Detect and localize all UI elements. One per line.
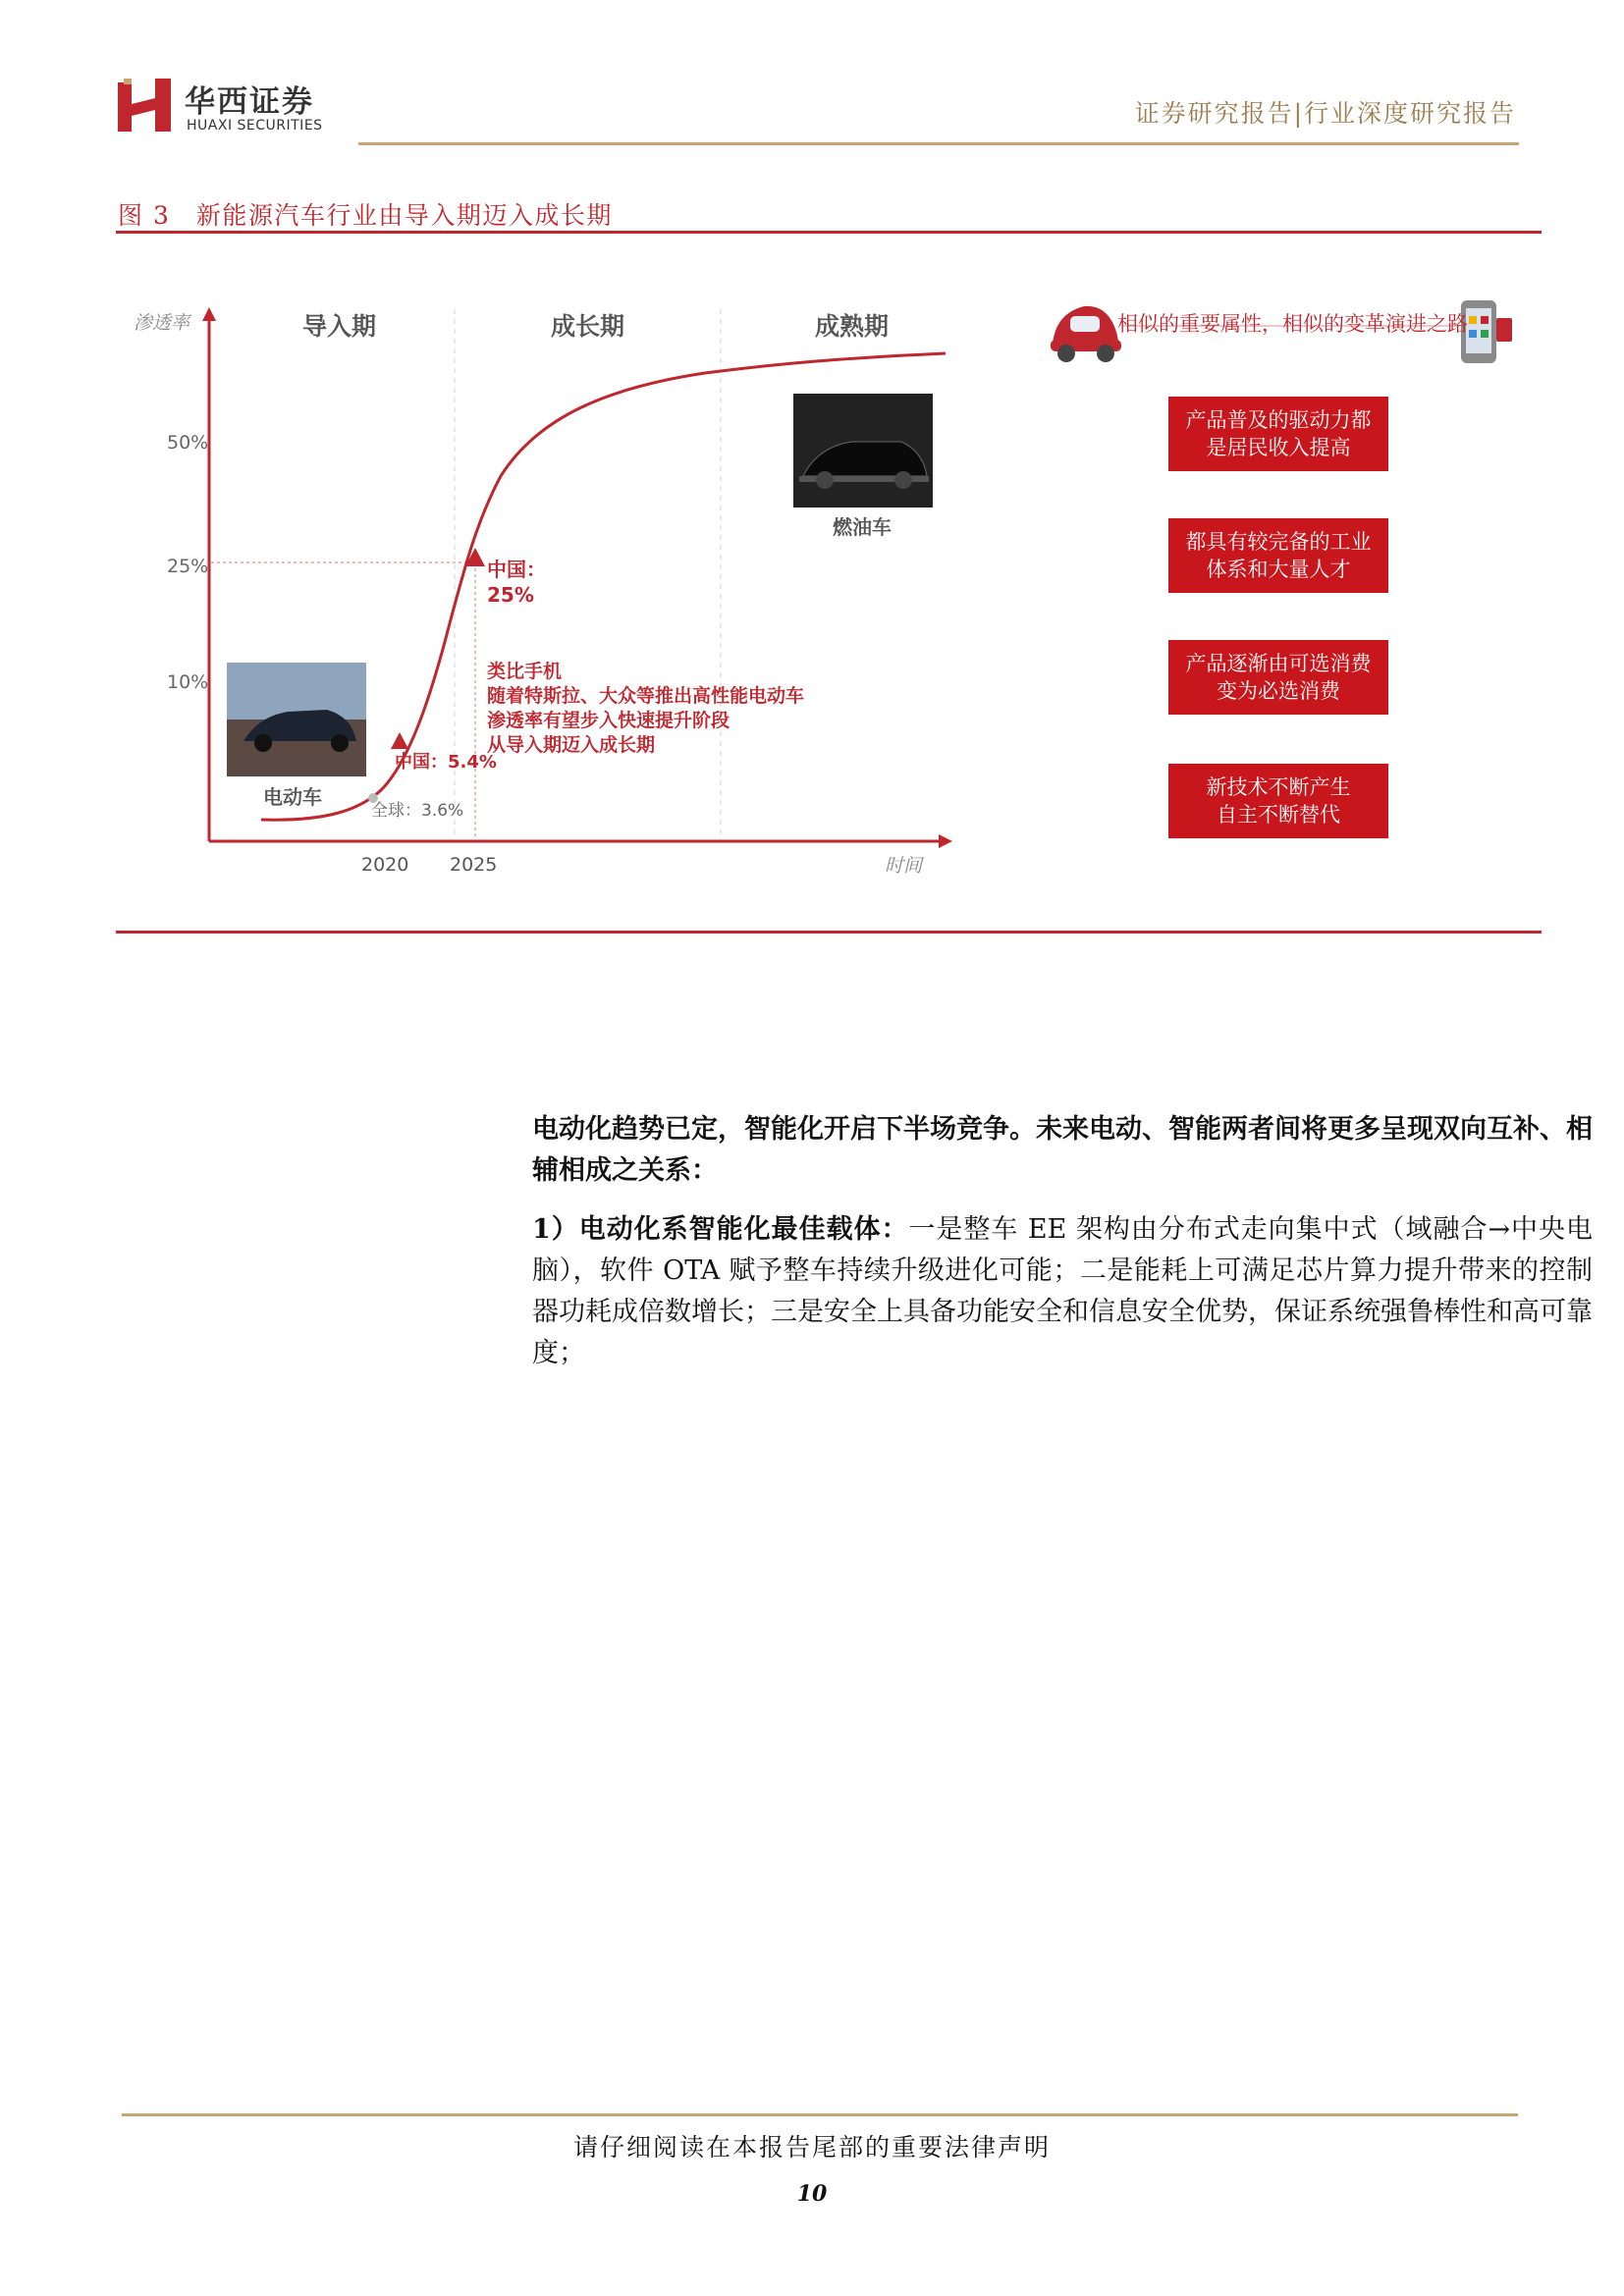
ev-label: 电动车 [263, 785, 322, 809]
y-tick-10: 10% [167, 671, 209, 693]
box-3-line-1: 产品逐渐由可选消费 [1185, 652, 1372, 675]
beetle-car-icon [1051, 306, 1121, 362]
paragraph-2-rest: 一是整车 EE 架构由分布式走向集中式（域融合→中央电脑），软件 OTA 赋予整车持续升级进化可能；二是能耗上可满足芯片算力提升带来的控制器功耗成倍数增长；三是安全上具备功能安全和信息安全优势，保证系统强鲁棒性和高可靠度； [532, 1214, 1593, 1368]
similarity-box-technology [1168, 764, 1388, 838]
y-tick-50: 50% [167, 432, 209, 454]
figure-top-rule [116, 231, 1542, 234]
x-axis-label: 时间 [885, 855, 923, 877]
page-number: 10 [796, 2181, 828, 2207]
box-4-line-1: 新技术不断产生 [1206, 775, 1351, 799]
box-3-line-2: 变为必选消费 [1217, 679, 1340, 703]
figure-bottom-rule [116, 931, 1542, 934]
box-4-line-2: 自主不断替代 [1217, 803, 1340, 827]
annotation-note-line-3: 渗透率有望步入快速提升阶段 [487, 710, 731, 731]
annotation-note-line-2: 随着特斯拉、大众等推出高性能电动车 [487, 685, 805, 707]
paragraph-2 [479, 1209, 1593, 1374]
annotation-china-25-line1: 中国： [487, 558, 546, 581]
box-2-line-1: 都具有较完备的工业 [1185, 530, 1372, 554]
box-1-line-1: 产品普及的驱动力都 [1185, 408, 1372, 432]
y-axis-label: 渗透率 [134, 312, 190, 334]
annotation-global-3-6: 全球：3.6% [371, 801, 464, 821]
annotation-note-line-4: 从导入期迈入成长期 [487, 734, 656, 756]
footer-divider [122, 2113, 1518, 2116]
box-2-line-2: 体系和大量人才 [1206, 558, 1351, 581]
company-name: 华西证券 [185, 84, 314, 120]
company-name-en: HUAXI SECURITIES [187, 118, 323, 133]
similarity-box-industry [1168, 518, 1388, 593]
legal-notice: 请仔细阅读在本报告尾部的重要法律声明 [572, 2133, 1051, 2162]
annotation-china-5-4: 中国：5.4% [395, 752, 497, 773]
y-axis-arrow [202, 307, 216, 321]
annotation-note-line-1: 类比手机 [487, 661, 563, 682]
paragraph-1-lead: 电动化趋势已定，智能化开启下半场竞争。 [532, 1114, 1036, 1145]
annotation-china-25-line2: 25% [487, 583, 534, 607]
paragraph-1-rest: 未来电动、智能两者间将更多呈现双向互补、相辅相成之关系： [532, 1114, 1593, 1186]
box-1-line-2: 是居民收入提高 [1206, 436, 1351, 459]
report-type: 证券研究报告|行业深度研究报告 [1134, 99, 1516, 128]
x-tick-2020: 2020 [361, 854, 409, 876]
huaxi-logo-icon [116, 77, 175, 135]
penetration-chart [116, 280, 960, 888]
phone-icon [1461, 300, 1512, 363]
similarity-box-consumption [1168, 640, 1388, 715]
electric-car-photo [227, 663, 366, 776]
similarity-box-income [1168, 397, 1388, 471]
x-axis-arrow [939, 834, 952, 848]
y-tick-25: 25% [167, 556, 209, 577]
phase-label-growth: 成长期 [551, 312, 625, 341]
header-divider [358, 142, 1519, 145]
x-tick-2025: 2025 [450, 854, 498, 876]
paragraph-2-lead: 1）电动化系智能化最佳载体： [532, 1214, 909, 1245]
phase-label-mature: 成熟期 [815, 312, 890, 341]
marker-china-2020 [391, 732, 408, 749]
fuel-car-photo [793, 394, 933, 507]
attr-title: 相似的重要属性，相似的变革演进之路 [1117, 312, 1468, 336]
figure-caption: 图 3 新能源汽车行业由导入期迈入成长期 [118, 201, 613, 230]
paragraph-1 [479, 1109, 1593, 1192]
phase-label-intro: 导入期 [302, 312, 377, 341]
ice-label: 燃油车 [833, 515, 892, 539]
